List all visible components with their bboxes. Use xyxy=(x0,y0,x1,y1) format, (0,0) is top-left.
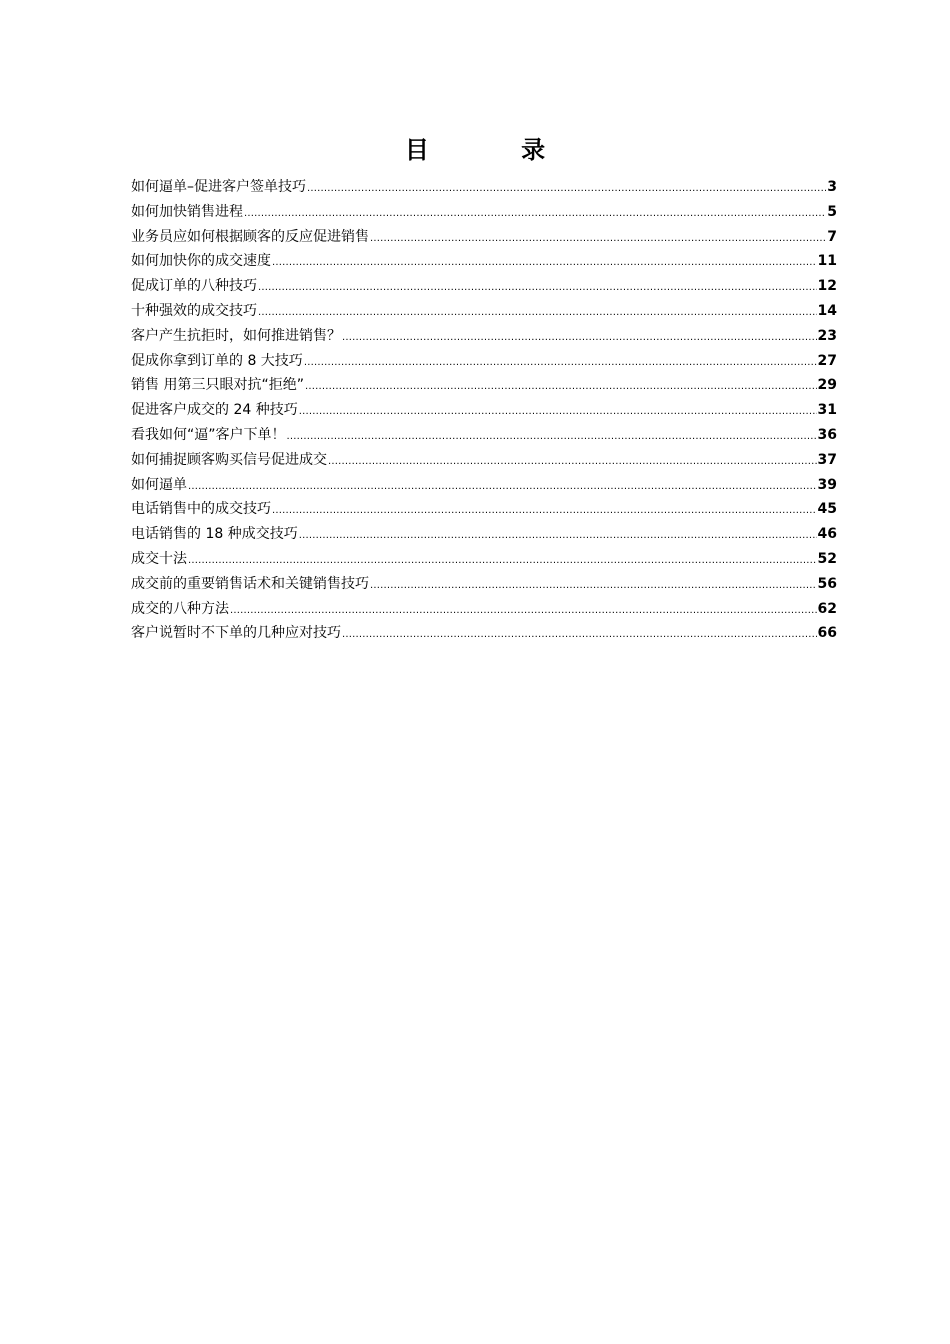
toc-entry-page: 45 xyxy=(817,501,837,518)
toc-leader-dots xyxy=(299,400,817,423)
toc-entry-text: 如何逼单–促进客户签单技巧 xyxy=(131,179,306,195)
toc-leader-dots xyxy=(370,574,817,597)
toc-entry-page: 27 xyxy=(817,352,837,369)
toc-entry-page: 11 xyxy=(817,253,837,270)
toc-entry-text: 如何捕捉顾客购买信号促进成交 xyxy=(131,451,327,468)
toc-entry-page: 31 xyxy=(817,402,837,419)
toc-leader-dots xyxy=(188,549,817,572)
toc-entry-text: 销售 用第三只眼对抗“拒绝” xyxy=(131,377,304,394)
toc-entry-page: 56 xyxy=(817,575,837,592)
toc-entry-text: 客户说暂时不下单的几种应对技巧 xyxy=(131,625,341,642)
toc-entry[interactable] xyxy=(131,225,837,250)
toc-leader-dots xyxy=(287,425,817,448)
toc-leader-dots xyxy=(328,450,817,473)
toc-entry[interactable] xyxy=(131,621,837,646)
toc-entry-text: 十种强效的成交技巧 xyxy=(131,302,257,319)
toc-entry[interactable] xyxy=(131,522,837,547)
toc-entry[interactable] xyxy=(131,349,837,374)
toc-entry-page: 14 xyxy=(817,302,837,319)
toc-entry-text: 电话销售中的成交技巧 xyxy=(131,501,271,518)
toc-leader-dots xyxy=(188,475,817,498)
toc-entry[interactable] xyxy=(131,175,837,200)
toc-entry-page: 52 xyxy=(817,550,837,567)
toc-entry[interactable] xyxy=(131,423,837,448)
toc-leader-dots xyxy=(304,351,817,374)
toc-entry[interactable] xyxy=(131,249,837,274)
toc-entry-page: 3 xyxy=(827,179,837,195)
toc-entry-text: 如何逼单 xyxy=(131,476,187,493)
toc-entry[interactable] xyxy=(131,473,837,498)
toc-entry-text: 成交的八种方法 xyxy=(131,600,229,617)
toc-leader-dots xyxy=(299,524,817,547)
toc-entry[interactable] xyxy=(131,547,837,572)
toc-leader-dots xyxy=(258,301,817,324)
toc-entry[interactable] xyxy=(131,200,837,225)
toc-entry-text: 业务员应如何根据顾客的反应促进销售 xyxy=(131,228,369,245)
toc-title: 目 录 xyxy=(404,136,588,164)
toc-entry[interactable] xyxy=(131,274,837,299)
toc-entry-page: 23 xyxy=(817,327,837,344)
toc-entry-text: 如何加快你的成交速度 xyxy=(131,253,271,270)
toc-entry-text: 促成你拿到订单的 8 大技巧 xyxy=(131,352,303,369)
toc-entry-page: 39 xyxy=(817,476,837,493)
toc-entry[interactable] xyxy=(131,572,837,597)
toc-entry-page: 36 xyxy=(817,426,837,443)
toc-leader-dots xyxy=(305,375,817,398)
toc-entry-text: 看我如何“逼”客户下单！ xyxy=(131,426,286,443)
toc-leader-dots xyxy=(272,499,817,522)
toc-entry-page: 46 xyxy=(817,526,837,543)
toc-leader-dots xyxy=(307,177,826,200)
toc-entry[interactable] xyxy=(131,324,837,349)
toc-leader-dots xyxy=(342,326,817,349)
toc-leader-dots xyxy=(370,227,826,250)
toc-entry-page: 12 xyxy=(817,278,837,295)
toc-entry[interactable] xyxy=(131,597,837,622)
toc-entry[interactable] xyxy=(131,497,837,522)
toc-leader-dots xyxy=(272,251,817,274)
toc-entry-page: 62 xyxy=(817,600,837,617)
toc-entry-text: 成交前的重要销售话术和关键销售技巧 xyxy=(131,575,369,592)
toc-entry-text: 如何加快销售进程 xyxy=(131,203,243,220)
toc-entry-page: 29 xyxy=(817,377,837,394)
toc-entry-text: 成交十法 xyxy=(131,550,187,567)
toc-leader-dots xyxy=(258,276,817,299)
toc-leader-dots xyxy=(244,202,826,225)
toc-entry[interactable] xyxy=(131,398,837,423)
toc-entry[interactable] xyxy=(131,448,837,473)
toc-list xyxy=(131,175,837,646)
toc-entry[interactable] xyxy=(131,299,837,324)
toc-entry-page: 5 xyxy=(827,203,837,220)
toc-entry-text: 促进客户成交的 24 种技巧 xyxy=(131,402,298,419)
toc-entry-text: 促成订单的八种技巧 xyxy=(131,278,257,295)
toc-entry-text: 电话销售的 18 种成交技巧 xyxy=(131,526,298,543)
toc-leader-dots xyxy=(230,599,817,622)
toc-entry-page: 7 xyxy=(827,228,837,245)
toc-entry-text: 客户产生抗拒时，如何推进销售？ xyxy=(131,327,341,344)
toc-entry-page: 37 xyxy=(817,451,837,468)
toc-entry[interactable] xyxy=(131,373,837,398)
toc-leader-dots xyxy=(342,623,817,646)
toc-entry-page: 66 xyxy=(817,625,837,642)
